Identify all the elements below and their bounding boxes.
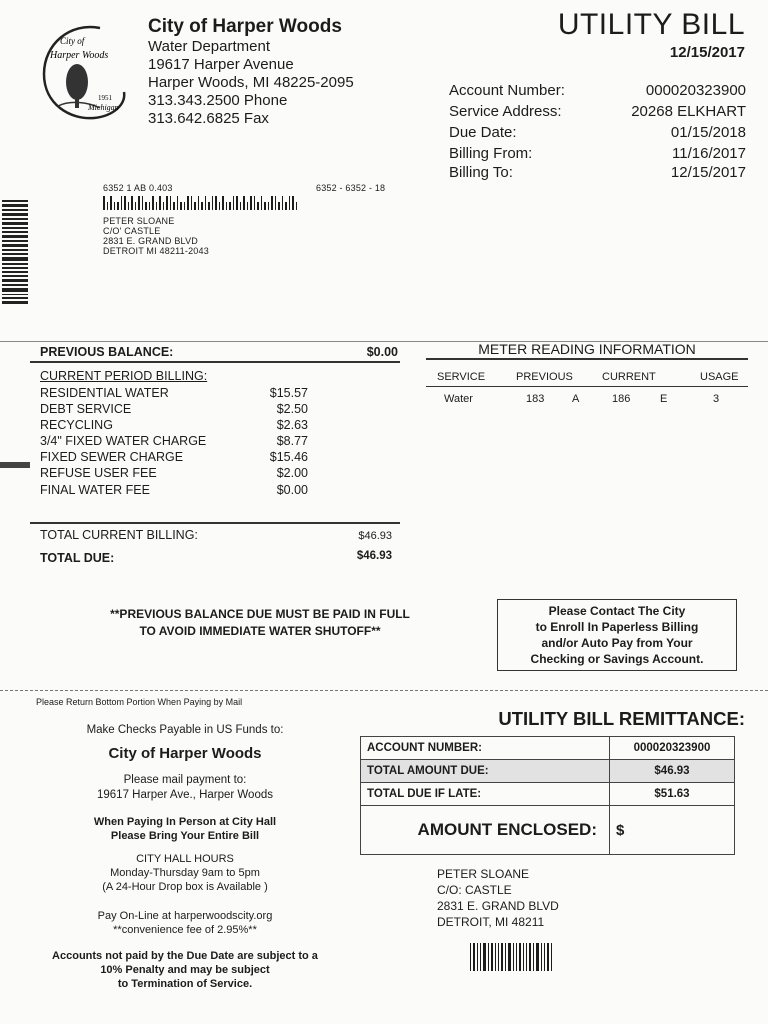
remit-care-of: C/O: CASTLE	[437, 883, 512, 897]
city-logo	[40, 22, 128, 122]
mailing-address	[103, 216, 209, 256]
paperless-line2: to Enroll In Paperless Billing	[535, 620, 699, 634]
due-date-label: Due Date:	[449, 124, 517, 141]
total-current-value: $46.93	[358, 530, 392, 542]
table-row	[361, 806, 735, 855]
amount-enclosed-field[interactable]	[610, 806, 735, 855]
bill-title: UTILITY BILL	[557, 8, 745, 41]
in-person-line2: Please Bring Your Entire Bill	[110, 830, 260, 842]
remit-name: PETER SLOANE	[437, 867, 530, 881]
logo-text-city-of: City of	[60, 36, 85, 46]
remit-street: 2831 E. GRAND BLVD	[437, 899, 559, 913]
convenience-fee-text: **convenience fee of 2.95%**	[113, 924, 257, 936]
penalty-notice	[20, 949, 350, 991]
previous-balance-rule	[30, 361, 400, 363]
logo-text-year: 1951	[98, 94, 112, 102]
charge-amount: $2.00	[276, 466, 308, 480]
service-address-value: 20268 ELKHART	[631, 103, 746, 120]
return-note: Please Return Bottom Portion When Paying by Mail	[36, 697, 243, 707]
account-number-value: 000020323900	[645, 82, 746, 99]
logo-text-harper-woods: Harper Woods	[50, 50, 109, 61]
meter-header-previous: PREVIOUS	[516, 371, 573, 383]
checks-payable-text: Make Checks Payable in US Funds to:	[86, 724, 284, 736]
meter-usage: 3	[713, 393, 720, 405]
meter-header-service: SERVICE	[437, 371, 486, 383]
shutoff-warning-line2: TO AVOID IMMEDIATE WATER SHUTOFF**	[139, 624, 381, 638]
total-due-label: TOTAL DUE:	[40, 551, 115, 565]
department-name: Water Department	[148, 38, 270, 55]
meter-current: 186	[612, 393, 631, 405]
shutoff-warning	[60, 606, 460, 640]
paperless-line1: Please Contact The City	[548, 604, 686, 618]
table-row	[361, 783, 735, 806]
charge-label: REFUSE USER FEE	[40, 466, 157, 480]
charge-label: RECYCLING	[40, 418, 113, 432]
mail-code-right: 6352 - 6352 - 18	[316, 183, 386, 193]
meter-previous-code: A	[572, 393, 580, 405]
total-due-value: $46.93	[356, 550, 392, 562]
penalty-line3: to Termination of Service.	[117, 978, 253, 990]
mailing-city: DETROIT MI 48211-2043	[103, 246, 209, 256]
city-phone: 313.343.2500 Phone	[148, 92, 288, 109]
in-person-line1: When Paying In Person at City Hall	[93, 816, 277, 828]
remittance-table	[360, 736, 735, 855]
charge-amount: $8.77	[276, 434, 308, 448]
totals-rule	[30, 522, 400, 524]
tear-line	[0, 690, 768, 691]
remit-total-value: $46.93	[610, 760, 735, 783]
payee-name: City of Harper Woods	[108, 745, 262, 762]
meter-header-rule	[426, 386, 748, 387]
billing-to-label: Billing To:	[449, 164, 513, 181]
penalty-line2: 10% Penalty and may be subject	[100, 964, 270, 976]
bill-date: 12/15/2017	[669, 44, 745, 61]
billing-to-value: 12/15/2017	[670, 164, 746, 181]
city-state-zip: Harper Woods, MI 48225-2095	[148, 74, 354, 91]
charge-amount: $2.50	[276, 402, 308, 416]
current-period-label: CURRENT PERIOD BILLING:	[40, 369, 208, 383]
hours-text: Monday-Thursday 9am to 5pm	[110, 867, 260, 879]
mailing-street: 2831 E. GRAND BLVD	[103, 236, 198, 246]
mailing-name: PETER SLOANE	[103, 216, 175, 226]
city-street: 19617 Harper Avenue	[148, 56, 294, 73]
mailing-care-of: C/O' CASTLE	[103, 226, 161, 236]
charge-amount: $0.00	[276, 483, 308, 497]
charge-label: FIXED SEWER CHARGE	[40, 450, 184, 464]
dollar-sign: $	[616, 821, 625, 839]
charge-label: 3/4" FIXED WATER CHARGE	[40, 434, 207, 448]
service-address-label: Service Address:	[449, 103, 562, 120]
side-registration-marks	[2, 200, 28, 306]
billing-from-label: Billing From:	[449, 145, 533, 162]
mail-code-left: 6352 1 AB 0.403	[103, 183, 173, 193]
charge-amount: $2.63	[276, 418, 308, 432]
charge-label: FINAL WATER FEE	[40, 483, 150, 497]
meter-title-rule	[426, 358, 748, 360]
remit-address	[437, 866, 559, 930]
account-number-label: Account Number:	[449, 82, 565, 99]
paperless-line4: Checking or Savings Account.	[530, 652, 704, 666]
fold-mark	[0, 462, 30, 468]
meter-header-current: CURRENT	[602, 371, 656, 383]
meter-service: Water	[444, 393, 473, 405]
amount-enclosed-label: AMOUNT ENCLOSED:	[361, 806, 610, 855]
meter-title: METER READING INFORMATION	[478, 341, 696, 357]
remit-late-label: TOTAL DUE IF LATE:	[361, 783, 610, 806]
mail-to-text: Please mail payment to:	[123, 774, 247, 786]
previous-balance-label: PREVIOUS BALANCE:	[40, 345, 174, 359]
remit-total-label: TOTAL AMOUNT DUE:	[361, 760, 610, 783]
table-row	[361, 760, 735, 783]
penalty-line1: Accounts not paid by the Due Date are subject to a	[52, 950, 318, 962]
charge-amount: $15.57	[269, 386, 308, 400]
remit-account-label: ACCOUNT NUMBER:	[361, 737, 610, 760]
remittance-title: UTILITY BILL REMITTANCE:	[498, 708, 745, 729]
meter-previous: 183	[526, 393, 545, 405]
postal-barcode	[103, 196, 299, 210]
remit-late-value: $51.63	[610, 783, 735, 806]
remit-account-value: 000020323900	[610, 737, 735, 760]
dropbox-text: (A 24-Hour Drop box is Available )	[102, 881, 268, 893]
charge-amount: $15.46	[269, 450, 308, 464]
previous-balance-value: $0.00	[366, 345, 398, 359]
paperless-notice	[497, 599, 737, 671]
billing-from-value: 11/16/2017	[672, 145, 746, 162]
charge-label: DEBT SERVICE	[40, 402, 132, 416]
hours-title: CITY HALL HOURS	[136, 853, 234, 865]
due-date-value: 01/15/2018	[670, 124, 746, 141]
remittance-barcode	[470, 943, 554, 971]
online-pay-text: Pay On-Line at harperwoodscity.org	[97, 910, 273, 922]
total-current-label: TOTAL CURRENT BILLING:	[40, 528, 198, 542]
charge-label: RESIDENTIAL WATER	[40, 386, 169, 400]
logo-text-michigan: Michigan	[88, 103, 119, 112]
table-row	[361, 737, 735, 760]
city-fax: 313.642.6825 Fax	[148, 110, 269, 127]
paperless-line3: and/or Auto Pay from Your	[541, 636, 693, 650]
shutoff-warning-line1: **PREVIOUS BALANCE DUE MUST BE PAID IN FULL	[110, 607, 410, 621]
remit-city: DETROIT, MI 48211	[437, 915, 545, 929]
city-name: City of Harper Woods	[148, 16, 342, 37]
mail-to-address: 19617 Harper Ave., Harper Woods	[96, 789, 273, 801]
meter-header-usage: USAGE	[700, 371, 739, 383]
meter-current-code: E	[660, 393, 668, 405]
